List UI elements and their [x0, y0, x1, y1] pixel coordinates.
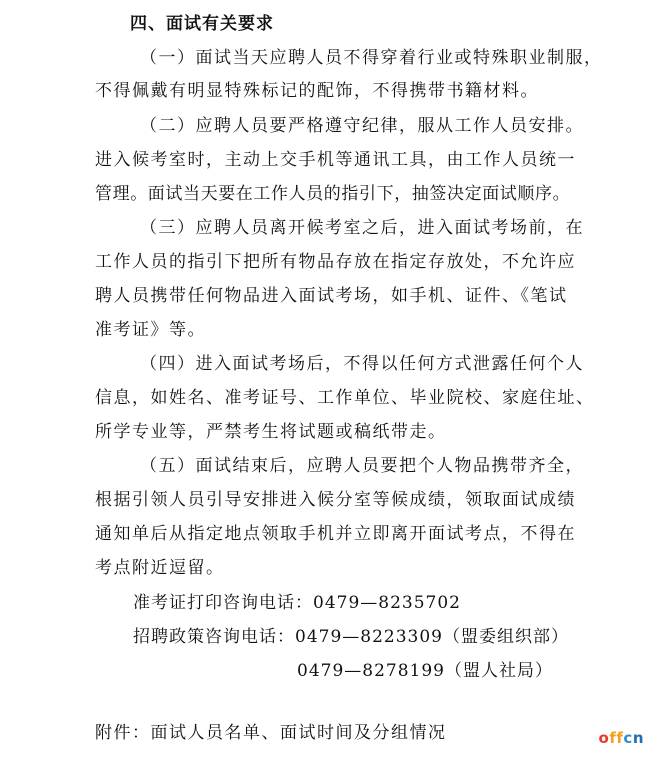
paragraph-3-line-1: （三）应聘人员离开候考室之后，进入面试考场前，在: [140, 218, 584, 238]
section-title: 四、面试有关要求: [130, 14, 274, 34]
watermark-ff: ff: [609, 729, 624, 747]
paragraph-3-line-3: 聘人员携带任何物品进入面试考场，如手机、证件、《笔试: [95, 286, 568, 306]
paragraph-1-line-2: 不得佩戴有明显特殊标记的配饰，不得携带书籍材料。: [95, 81, 539, 101]
paragraph-3-line-2: 工作人员的指引下把所有物品存放在指定存放处，不允许应: [95, 252, 576, 272]
paragraph-2-line-1: （二）应聘人员要严格遵守纪律，服从工作人员安排。: [140, 116, 584, 136]
contact-policy-second: 0479—8278199（盟人社局）: [297, 661, 553, 681]
paragraph-2-line-3: 管理。面试当天要在工作人员的指引下，抽签决定面试顺序。: [95, 184, 571, 204]
watermark-c: c: [623, 729, 633, 747]
paragraph-1-line-1: （一）面试当天应聘人员不得穿着行业或特殊职业制服，: [140, 48, 603, 68]
offcn-watermark: [599, 729, 644, 747]
paragraph-4-line-2: 信息，如姓名、准考证号、工作单位、毕业院校、家庭住址、: [95, 388, 595, 408]
watermark-n: n: [632, 729, 644, 747]
paragraph-5-line-3: 通知单后从指定地点领取手机并立即离开面试考点，不得在: [95, 524, 576, 544]
paragraph-5-line-4: 考点附近逗留。: [95, 558, 225, 578]
paragraph-3-line-4: 准考证》等。: [95, 320, 206, 340]
paragraph-4-line-1: （四）进入面试考场后，不得以任何方式泄露任何个人: [140, 354, 584, 374]
watermark-o: o: [598, 729, 610, 747]
paragraph-2-line-2: 进入候考室时，主动上交手机等通讯工具，由工作人员统一: [95, 150, 576, 170]
paragraph-5-line-2: 根据引领人员引导安排进入候分室等候成绩，领取面试成绩: [95, 490, 576, 510]
paragraph-4-line-3: 所学专业等，严禁考生将试题或稿纸带走。: [95, 422, 447, 442]
paragraph-5-line-1: （五）面试结束后，应聘人员要把个人物品携带齐全，: [140, 456, 584, 476]
contact-policy: 招聘政策咨询电话：0479—8223309（盟委组织部）: [133, 627, 569, 647]
attachment-note: 附件：面试人员名单、面试时间及分组情况: [95, 723, 447, 743]
contact-exam-ticket: 准考证打印咨询电话：0479—8235702: [133, 593, 461, 613]
